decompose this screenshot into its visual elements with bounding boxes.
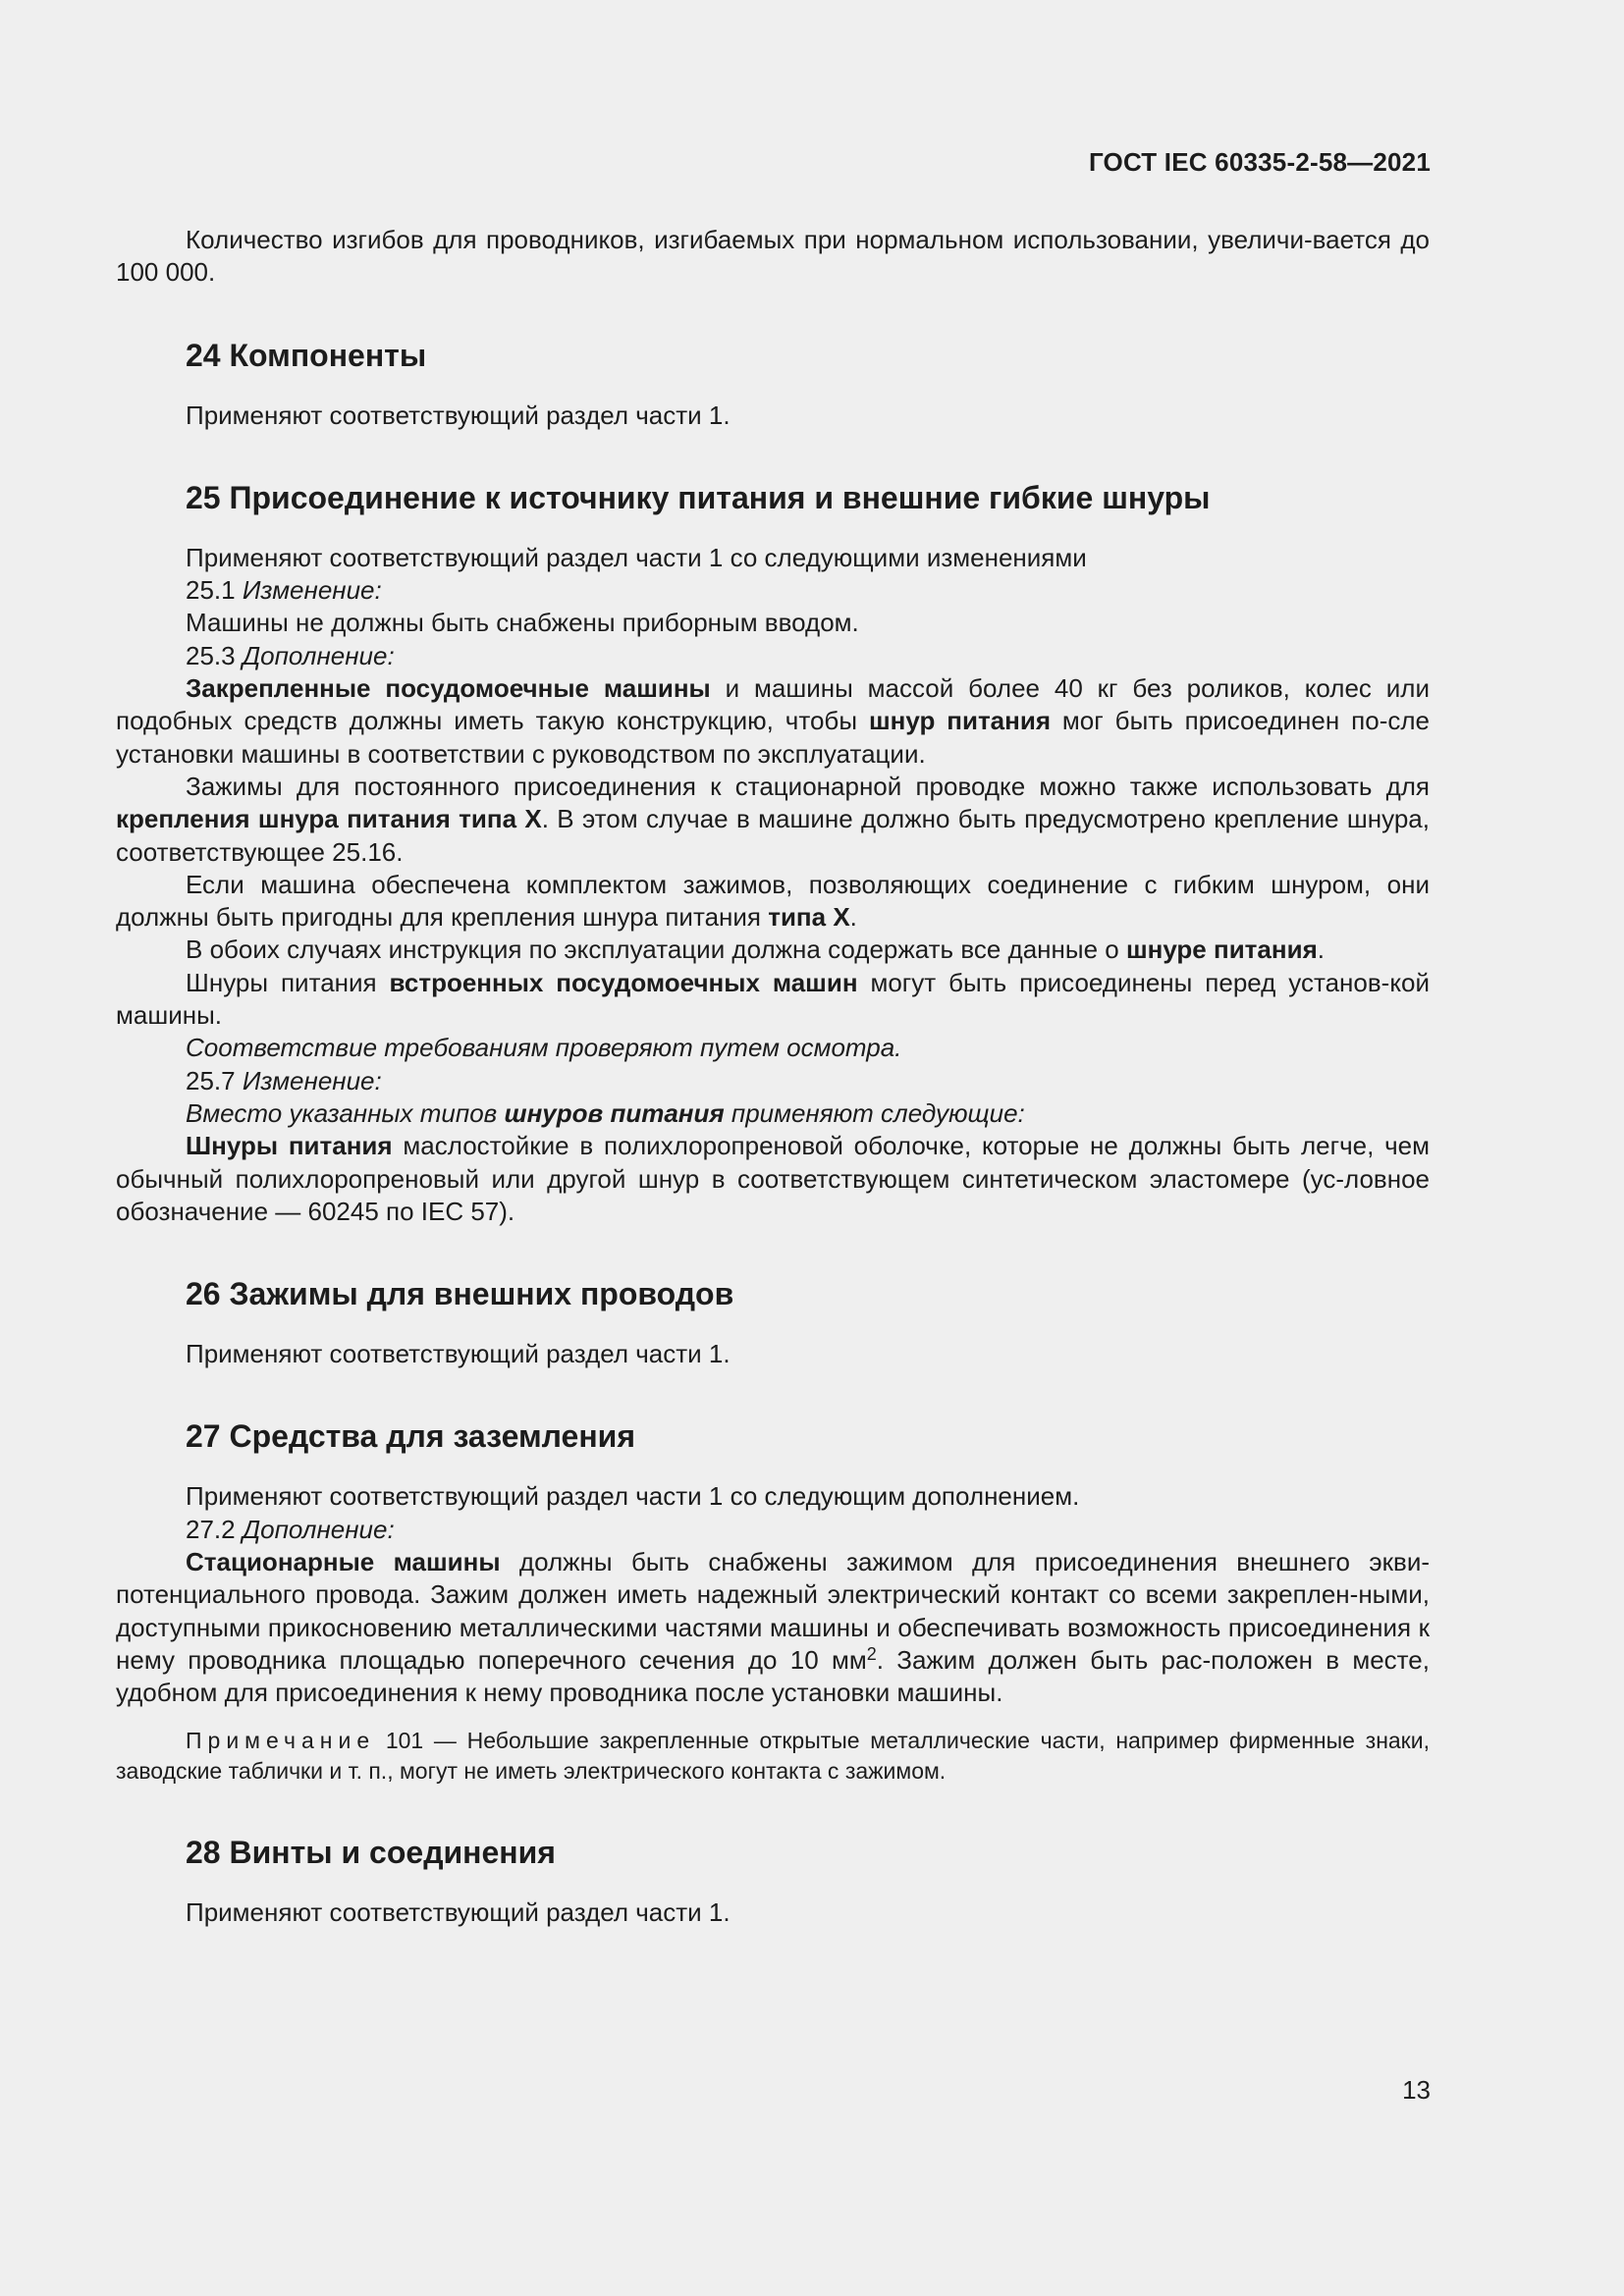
section-26-title: 26 Зажимы для внешних проводов	[186, 1276, 734, 1312]
section-26-text: Применяют соответствующий раздел части 1.	[186, 1339, 731, 1369]
clause-25-3-para-3: Если машина обеспечена комплектом зажимов, позволяющих соединение с гибким шнуром, они должны быть пригодны для крепления шнура питания типа X.	[116, 869, 1430, 933]
clause-25-3-para-4: В обоих случаях инструкция по эксплуатации должна содержать все данные о шнуре питания.	[186, 934, 1325, 965]
clause-25-1-text: Машины не должны быть снабжены приборным вводом.	[186, 608, 859, 638]
note-101: Примечание 101 — Небольшие закрепленные открытые металлические части, например фирменные знаки, заводские таблички и т. п., могут не иметь электрического контакта с зажимом.	[116, 1727, 1430, 1784]
section-24-title: 24 Компоненты	[186, 337, 427, 373]
clause-25-3-para-2: Зажимы для постоянного присоединения к стационарной проводке можно также использовать для крепления шнура питания типа X. В этом случае в машине должно быть предусмотрено крепление шнура, соответствующее 25.16.	[116, 771, 1430, 867]
clause-25-3-para-5: Шнуры питания встроенных посудомоечных машин могут быть присоединены перед установ-кой машины.	[116, 967, 1430, 1031]
page-number: 13	[1402, 2075, 1431, 2105]
intro-paragraph: Количество изгибов для проводников, изгибаемых при нормальном использовании, увеличи-вается до 100 000.	[116, 225, 1430, 288]
section-27-intro: Применяют соответствующий раздел части 1 со следующим дополнением.	[186, 1481, 1080, 1512]
clause-25-7-intro: Вместо указанных типов шнуров питания применяют следующие:	[186, 1097, 1025, 1128]
section-28-text: Применяют соответствующий раздел части 1.	[186, 1896, 731, 1927]
section-27-title: 27 Средства для заземления	[186, 1418, 636, 1455]
clause-25-7: 25.7 Изменение:	[186, 1065, 382, 1095]
section-28-title: 28 Винты и соединения	[186, 1834, 556, 1870]
clause-25-1: 25.1 Изменение:	[186, 575, 382, 606]
compliance-check: Соответствие требованиям проверяют путем осмотра.	[186, 1033, 902, 1063]
clause-25-3-para-1: Закрепленные посудомоечные машины и машины массой более 40 кг без роликов, колес или подобных средств должны иметь такую конструкцию, чтобы шнур питания мог быть присоединен по-сле установки машины в соответствии с руководством по эксплуатации.	[116, 673, 1430, 769]
section-24-text: Применяют соответствующий раздел части 1.	[186, 400, 731, 430]
clause-27-2-text: Стационарные машины должны быть снабжены зажимом для присоединения внешнего экви-потенциального провода. Зажим должен иметь надежный электрический контакт со всеми закреплен-ными, доступными прикосновению металлическими частями машины и обеспечивать возможность присоединения к нему проводника площадью поперечного сечения до 10 $мм^2$. Зажим должен быть рас-положен в месте, удобном для присоединения к нему проводника после установки машины.	[116, 1547, 1430, 1708]
clause-27-2: 27.2 Дополнение:	[186, 1514, 395, 1544]
clause-25-3: 25.3 Дополнение:	[186, 640, 395, 670]
section-25-intro: Применяют соответствующий раздел части 1 со следующими изменениями	[186, 542, 1087, 572]
page-content	[116, 224, 1430, 1929]
document-header: ГОСТ IEC 60335-2-58—2021	[1088, 147, 1431, 177]
section-25-title: 25 Присоединение к источнику питания и внешние гибкие шнуры	[186, 479, 1211, 515]
clause-25-7-text: Шнуры питания маслостойкие в полихлоропреновой оболочке, которые не должны быть легче, чем обычный полихлоропреновый или другой шнур в соответствующем синтетическом эластомере (ус-ловное обозначение — 60245 по IEC 57).	[116, 1131, 1430, 1226]
